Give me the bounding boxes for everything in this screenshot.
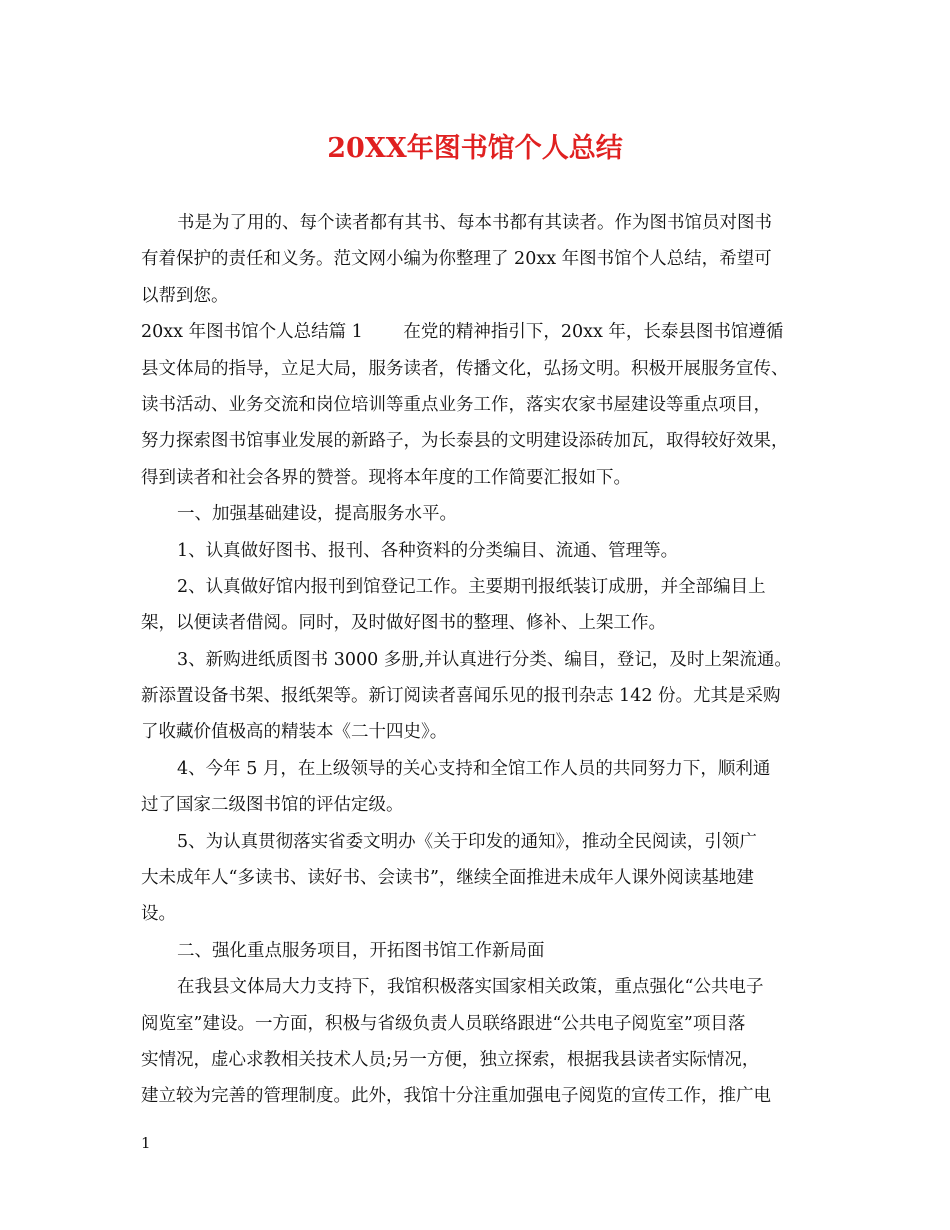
body-line: 1、认真做好图书、报刊、各种资料的分类编目、流通、管理等。 [177,540,679,561]
body-line: 新添置设备书架、报纸架等。新订阅读者喜闻乐见的报刊杂志 142 份。尤其是采购 [141,686,781,707]
page-number: 1 [141,1134,151,1152]
body-line: 书是为了用的、每个读者都有其书、每本书都有其读者。作为图书馆员对图书 [177,213,772,233]
body-line: 20xx 年图书馆个人总结篇 1 在党的精神指引下，20xx 年，长泰县图书馆遵循 [141,322,784,343]
body-line: 架，以便读者借阅。同时，及时做好图书的整理、修补、上架工作。 [141,613,666,634]
body-line: 5、为认真贯彻落实省委文明办《关于印发的通知》，推动全民阅读，引领广 [177,831,757,852]
body-line: 4、今年 5 月，在上级领导的关心支持和全馆工作人员的共同努力下，顺利通 [177,758,771,779]
body-line: 在我县文体局大力支持下，我馆积极落实国家相关政策，重点强化“公共电子 [177,977,764,998]
body-line: 了收藏价值极高的精装本《二十四史》。 [141,722,448,743]
body-line: 县文体局的指导，立足大局，服务读者，传播文化，弘扬文明。积极开展服务宣传、 [141,358,789,379]
body-line: 建立较为完善的管理制度。此外，我馆十分注重加强电子阅览的宣传工作，推广电 [141,1086,771,1107]
body-line: 过了国家二级图书馆的评估定级。 [141,795,404,816]
body-line: 二、强化重点服务项目，开拓图书馆工作新局面 [177,940,545,961]
body-line: 一、加强基础建设，提高服务水平。 [177,504,457,525]
body-line: 以帮到您。 [141,285,229,306]
body-line: 3、新购进纸质图书 3000 多册,并认真进行分类、编目，登记，及时上架流通。 [177,649,792,670]
body-line: 2、认真做好馆内报刊到馆登记工作。主要期刊报纸装订成册，并全部编目上 [177,576,766,597]
document-title: 20XX年图书馆个人总结 [327,133,623,164]
document-body [141,205,831,1115]
body-line: 设。 [141,904,176,925]
body-line: 读书活动、业务交流和岗位培训等重点业务工作，落实农家书屋建设等重点项目， [141,394,771,415]
body-line: 大未成年人“多读书、读好书、会读书”，继续全面推进未成年人课外阅读基地建 [141,868,754,889]
body-line: 阅览室”建设。一方面，积极与省级负责人员联络跟进“公共电子阅览室”项目落 [141,1013,746,1034]
body-line: 实情况，虚心求教相关技术人员;另一方便，独立探索，根据我县读者实际情况， [141,1049,760,1070]
body-line: 有着保护的责任和义务。范文网小编为你整理了 20xx 年图书馆个人总结，希望可 [141,249,772,270]
body-line: 努力探索图书馆事业发展的新路子，为长泰县的文明建设添砖加瓦，取得较好效果， [141,431,789,452]
body-line: 得到读者和社会各界的赞誉。现将本年度的工作简要汇报如下。 [141,467,631,488]
